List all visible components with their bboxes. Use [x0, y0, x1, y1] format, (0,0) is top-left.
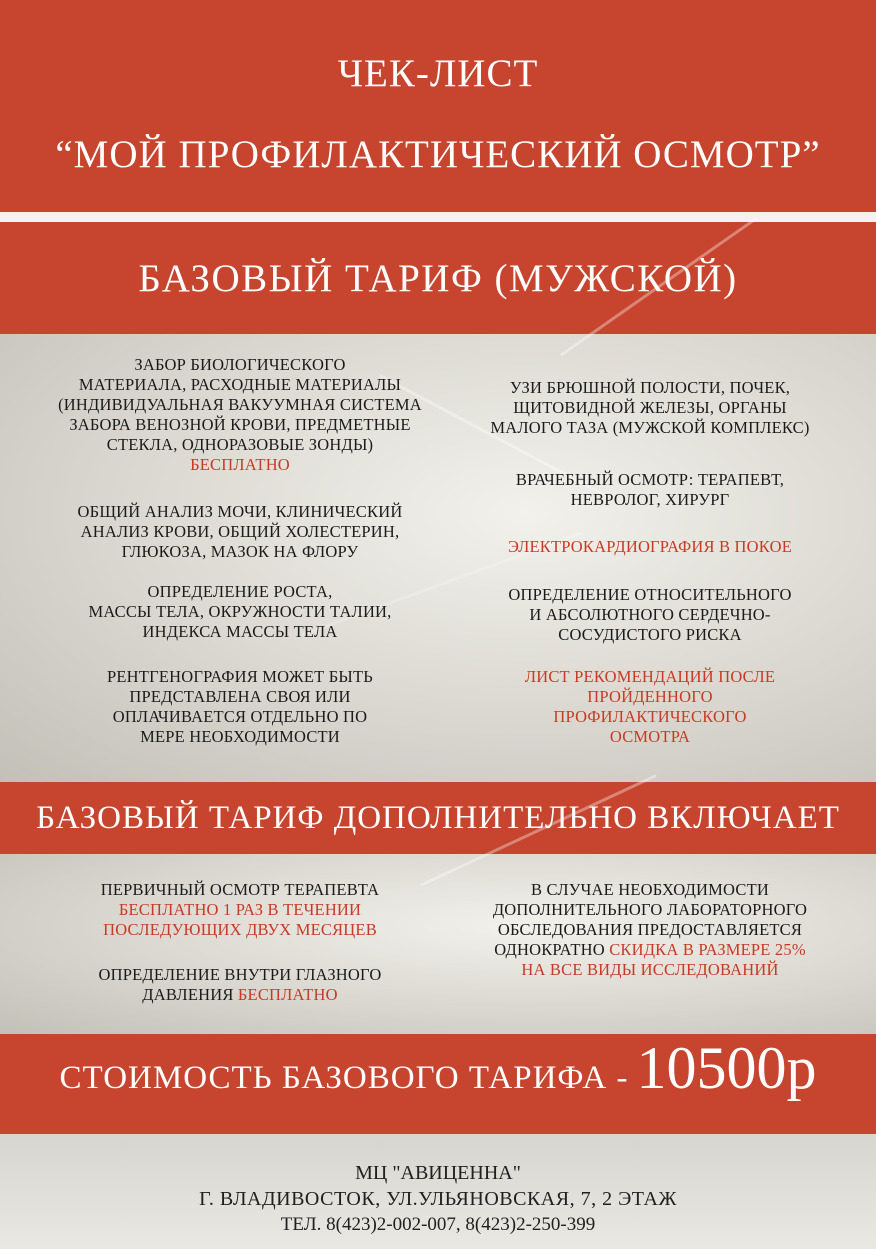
- service-text: ЛИСТ РЕКОМЕНДАЦИЙ ПОСЛЕ: [524, 667, 776, 686]
- clinic-address: Г. ВЛАДИВОСТОК, УЛ.УЛЬЯНОВСКАЯ, 7, 2 ЭТАЖ: [199, 1188, 677, 1210]
- service-biomaterial: [40, 355, 440, 475]
- service-text: ГЛЮКОЗА, МАЗОК НА ФЛОРУ: [121, 542, 359, 561]
- tariff-title-band: [0, 222, 876, 334]
- free-label: БЕСПЛАТНО: [237, 985, 338, 1004]
- service-recommendations: [450, 667, 850, 747]
- service-text: АНАЛИЗ КРОВИ, ОБЩИЙ ХОЛЕСТЕРИН,: [80, 522, 400, 541]
- service-anthropometry: [40, 582, 440, 642]
- service-text: И АБСОЛЮТНОГО СЕРДЕЧНО-: [529, 605, 771, 624]
- discount-label: НА ВСЕ ВИДЫ ИССЛЕДОВАНИЙ: [521, 960, 779, 979]
- tariff-title: БАЗОВЫЙ ТАРИФ (МУЖСКОЙ): [138, 256, 738, 300]
- free-label: БЕСПЛАТНО 1 РАЗ В ТЕЧЕНИИ: [118, 900, 362, 919]
- free-label: ПОСЛЕДУЮЩИХ ДВУХ МЕСЯЦЕВ: [103, 920, 377, 939]
- discount-label: СКИДКА В РАЗМЕРЕ 25%: [609, 940, 806, 959]
- extra-therapist: [40, 880, 440, 940]
- service-text: ОПЛАЧИВАЕТСЯ ОТДЕЛЬНО ПО: [112, 707, 368, 726]
- service-lab-tests: [40, 502, 440, 562]
- service-radiography: [40, 667, 440, 747]
- clinic-name: МЦ "АВИЦЕННА": [355, 1162, 521, 1184]
- service-text: ОПРЕДЕЛЕНИЕ ВНУТРИ ГЛАЗНОГО: [98, 965, 382, 984]
- service-text: ОДНОКРАТНО: [494, 940, 605, 959]
- service-text: ВРАЧЕБНЫЙ ОСМОТР: ТЕРАПЕВТ,: [515, 470, 785, 489]
- service-text: ПРОФИЛАКТИЧЕСКОГО: [553, 707, 747, 726]
- service-text: ОБЩИЙ АНАЛИЗ МОЧИ, КЛИНИЧЕСКИЙ: [77, 502, 403, 521]
- extra-title-band: [0, 782, 876, 854]
- service-text: ЗАБОР БИОЛОГИЧЕСКОГО: [134, 355, 346, 374]
- footer-contacts: [0, 1160, 876, 1238]
- service-text: ОПРЕДЕЛЕНИЕ РОСТА,: [147, 582, 333, 601]
- service-ultrasound: [450, 378, 850, 438]
- service-text: (ИНДИВИДУАЛЬНАЯ ВАКУУМНАЯ СИСТЕМА: [58, 395, 422, 414]
- service-doctor-exam: [450, 470, 850, 510]
- service-text: МАЛОГО ТАЗА (МУЖСКОЙ КОМПЛЕКС): [490, 418, 810, 437]
- service-text: УЗИ БРЮШНОЙ ПОЛОСТИ, ПОЧЕК,: [509, 378, 791, 397]
- service-cardio-risk: [450, 585, 850, 645]
- clinic-phones: ТЕЛ. 8(423)2-002-007, 8(423)2-250-399: [280, 1214, 596, 1235]
- service-text: ОПРЕДЕЛЕНИЕ ОТНОСИТЕЛЬНОГО: [508, 585, 792, 604]
- price-value: 10500р: [636, 1035, 817, 1101]
- service-text: СТЕКЛА, ОДНОРАЗОВЫЕ ЗОНДЫ): [106, 435, 374, 454]
- extra-title: БАЗОВЫЙ ТАРИФ ДОПОЛНИТЕЛЬНО ВКЛЮЧАЕТ: [36, 799, 840, 836]
- title-line-1: ЧЕК-ЛИСТ: [337, 52, 539, 96]
- price-label: СТОИМОСТЬ БАЗОВОГО ТАРИФА -: [59, 1060, 629, 1096]
- price-band: [0, 1034, 876, 1134]
- service-text: СОСУДИСТОГО РИСКА: [558, 625, 742, 644]
- service-text: ЩИТОВИДНОЙ ЖЕЛЕЗЫ, ОРГАНЫ: [513, 398, 787, 417]
- divider: [0, 212, 876, 222]
- service-text: ЭЛЕКТРОКАРДИОГРАФИЯ В ПОКОЕ: [508, 537, 792, 556]
- service-text: ПРЕДСТАВЛЕНА СВОЯ ИЛИ: [129, 687, 351, 706]
- service-text: МАТЕРИАЛА, РАСХОДНЫЕ МАТЕРИАЛЫ: [78, 375, 402, 394]
- service-text: МЕРЕ НЕОБХОДИМОСТИ: [140, 727, 340, 746]
- extra-discount: [450, 880, 850, 980]
- service-text: ИНДЕКСА МАССЫ ТЕЛА: [142, 622, 338, 641]
- service-ecg: [450, 537, 850, 557]
- service-text: ДАВЛЕНИЯ: [142, 985, 234, 1004]
- service-text: В СЛУЧАЕ НЕОБХОДИМОСТИ: [531, 880, 769, 899]
- service-text: РЕНТГЕНОГРАФИЯ МОЖЕТ БЫТЬ: [107, 667, 373, 686]
- service-text: ПРОЙДЕННОГО: [587, 687, 713, 706]
- service-text: ОБСЛЕДОВАНИЯ ПРЕДОСТАВЛЯЕТСЯ: [497, 920, 803, 939]
- header-band: [0, 0, 876, 212]
- free-label: БЕСПЛАТНО: [190, 455, 290, 474]
- service-text: ПЕРВИЧНЫЙ ОСМОТР ТЕРАПЕВТА: [100, 880, 380, 899]
- service-text: ЗАБОРА ВЕНОЗНОЙ КРОВИ, ПРЕДМЕТНЫЕ: [69, 415, 411, 434]
- extra-eye-pressure: [40, 965, 440, 1005]
- title-line-2: “МОЙ ПРОФИЛАКТИЧЕСКИЙ ОСМОТР”: [55, 133, 821, 176]
- service-text: ДОПОЛНИТЕЛЬНОГО ЛАБОРАТОРНОГО: [492, 900, 808, 919]
- service-text: ОСМОТРА: [609, 727, 691, 746]
- service-text: НЕВРОЛОГ, ХИРУРГ: [570, 490, 730, 509]
- service-text: МАССЫ ТЕЛА, ОКРУЖНОСТИ ТАЛИИ,: [88, 602, 392, 621]
